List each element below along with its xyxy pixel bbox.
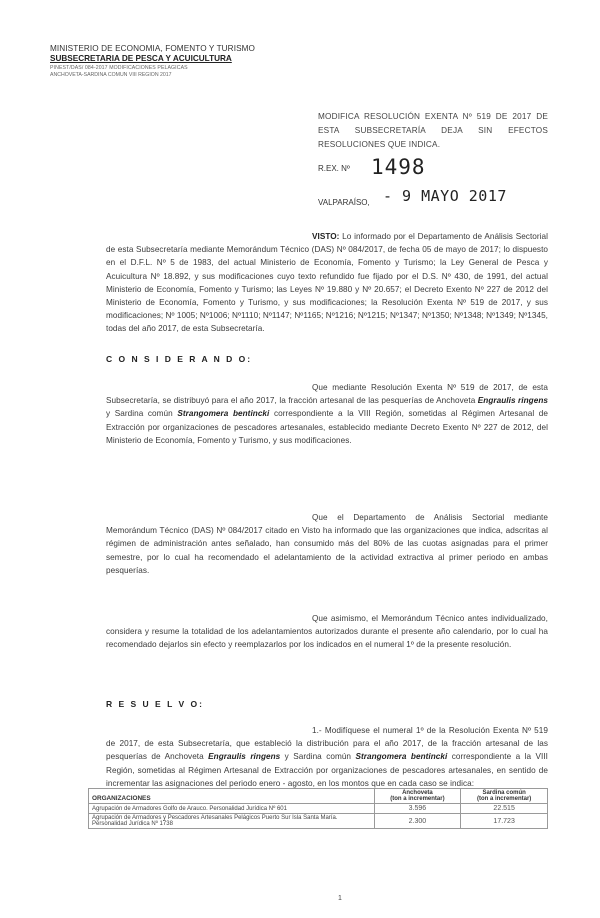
letterhead bbox=[50, 44, 280, 78]
reference-line-2: ANCHOVETA-SARDINA COMUN VIII REGION 2017 bbox=[50, 72, 172, 78]
ministry-name: MINISTERIO DE ECONOMIA, FOMENTO Y TURISMO bbox=[50, 44, 256, 53]
visto-label: VISTO: bbox=[312, 232, 340, 241]
column-header-organizaciones: ORGANIZACIONES bbox=[89, 789, 375, 804]
resolution-date: - 9 MAYO 2017 bbox=[383, 187, 507, 205]
resuelvo-p1-text-a: 1.- Modifíquese el numeral 1º de la Resolución Exenta Nº 519 de 2017, de esta Subsecretaría, que estableció la distribución para el año 2017, de la fracción artesanal de las pesquerías de Anchoveta bbox=[106, 726, 548, 762]
resolution-number: 1498 bbox=[371, 155, 426, 179]
place-label: VALPARAÍSO, bbox=[318, 198, 370, 207]
resuelvo-heading: R E S U E L V O: bbox=[106, 699, 204, 709]
species-engraulis: Engraulis ringens bbox=[477, 396, 548, 406]
subsecretaria-name: SUBSECRETARIA DE PESCA Y ACUICULTURA bbox=[50, 54, 232, 63]
resuelvo-p1-text-b: y Sardina común bbox=[280, 752, 356, 762]
anchoveta-cell: 3.596 bbox=[374, 804, 461, 814]
org-cell: Agrupación de Armadores Golfo de Arauco. Personalidad Jurídica Nº 601 bbox=[89, 804, 375, 814]
visto-text: Lo informado por el Departamento de Análisis Sectorial de esta Subsecretaría mediante Memorándum Técnico (DAS) Nº 084/2017, de fecha 05 de mayo de 2017; lo dispuesto en el D.F.L. Nº 5 de 1983, del actual Ministerio de Economía, Fomento y Turismo; la Ley General de Pesca y Acuicultura Nº 18.892, y sus modificaciones cuyo texto refundido fue fijado por el D.S. Nº 430, de 1991, del actual Ministerio de Economía, Fomento y Turismo; las Leyes Nº 19.880 y Nº 20.657; el Decreto Exento Nº 227 de 2012 del Ministerio de Economía, Fomento y Turismo, y sus modificaciones; la Resolución Exenta Nº 519 de 2017, y sus modificaciones; Nº 1005; Nº1006; Nº1110; Nº1147; Nº1165; Nº1216; Nº1215; Nº1347; Nº1350; Nº1348; Nº1349; Nº1345, todas del año 2017, de esta Subsecretaría. bbox=[106, 232, 548, 334]
visto-paragraph bbox=[106, 230, 548, 336]
considerando-p3-text: Que asimismo, el Memorándum Técnico antes individualizado, considera y resume la totalidad de los adelantamientos autorizados durante el presente año calendario, por lo cual ha recomendado dejarlos sin efecto y reemplazarlos por los indicados en el numeral 1º de la presente resolución. bbox=[106, 614, 548, 650]
resolution-subject: MODIFICA RESOLUCIÓN EXENTA Nº 519 DE 2017 DE ESTA SUBSECRETARÍA DEJA SIN EFECTOS RESOLUCIONES QUE INDICA. bbox=[318, 112, 548, 149]
species-engraulis: Engraulis ringens bbox=[208, 752, 281, 762]
considerando-p2-text: Que el Departamento de Análisis Sectorial mediante Memorándum Técnico (DAS) Nº 084/2017 citado en Visto ha informado que las organizaciones que indica, adscritas al régimen de administración antes señalado, han consumido más del 80% de las cuotas asignadas para el primer semestre, por lo cual ha recomendado el adelantamiento de la actividad extractiva al primer periodo en ambas pesquerías. bbox=[106, 513, 548, 575]
considerando-p1-text-c: correspondiente a la VIII Región, sometidas al Régimen Artesanal de Extracción por organizaciones de pescadores artesanales, establecido mediante Decreto Exento Nº 227 de 2012, del Ministerio de Economía, Fomento y Turismo, y sus modificaciones. bbox=[106, 409, 548, 445]
considerando-p1-text-a: Que mediante Resolución Exenta Nº 519 de 2017, de esta Subsecretaría, se distribuyó para el año 2017, la fracción artesanal de las pesquerías de Anchoveta bbox=[106, 383, 548, 406]
reference-line-1: PINEST/DAS/ 084-2017 MODIFICACIONES PELAGICAS bbox=[50, 65, 188, 71]
table-row bbox=[89, 814, 548, 829]
species-strangomera: Strangomera bentincki bbox=[177, 409, 270, 419]
sardina-cell: 22.515 bbox=[461, 804, 548, 814]
anchoveta-cell: 2.300 bbox=[374, 814, 461, 829]
resuelvo-paragraph-1 bbox=[106, 724, 548, 790]
considerando-paragraph-2 bbox=[106, 511, 548, 577]
species-strangomera: Strangomera bentincki bbox=[355, 752, 448, 762]
rex-label: R.EX. Nº bbox=[318, 164, 350, 173]
page-number: 1 bbox=[338, 895, 342, 902]
considerando-heading: C O N S I D E R A N D O: bbox=[106, 354, 253, 364]
considerando-paragraph-3 bbox=[106, 612, 548, 652]
considerando-p1-text-b: y Sardina común bbox=[106, 409, 178, 419]
considerando-paragraph-1 bbox=[106, 381, 548, 447]
sardina-cell: 17.723 bbox=[461, 814, 548, 829]
org-cell: Agrupación de Armadores y Pescadores Artesanales Pelágicos Puerto Sur Isla Santa María. Personalidad Jurídica Nº 1738 bbox=[89, 814, 375, 829]
column-header-sardina: Sardina común (ton a incrementar) bbox=[461, 789, 548, 804]
table-row bbox=[89, 804, 548, 814]
organizations-table bbox=[88, 788, 548, 829]
column-header-anchoveta: Anchoveta (ton a incrementar) bbox=[374, 789, 461, 804]
resuelvo-p1-text-c: correspondiente a la VIII Región, sometidas al Régimen Artesanal de Extracción por organizaciones de pescadores artesanales, en sentido de incrementar las asignaciones del periodo enero - agosto, en los montos que en cada caso se indica: bbox=[106, 752, 548, 788]
